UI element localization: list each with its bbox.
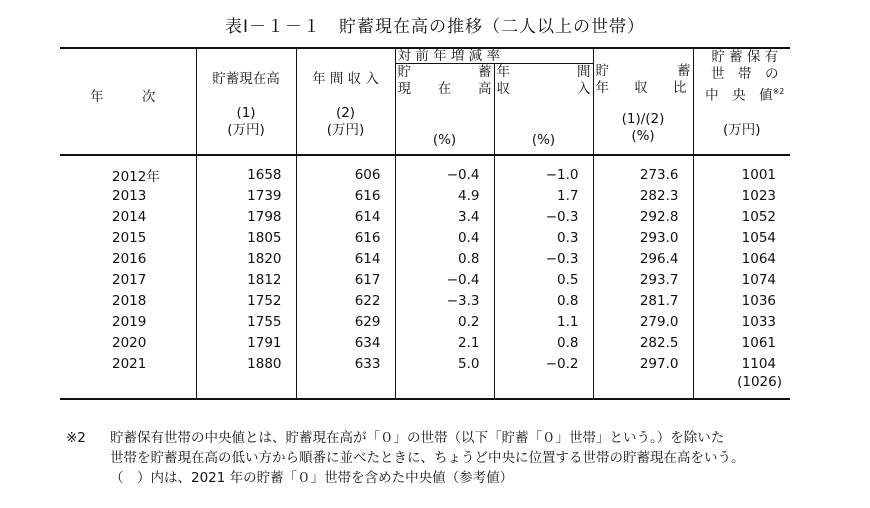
table-cell: 634 [296, 332, 395, 353]
savings-table [60, 47, 790, 400]
table-cell: 0.8 [494, 332, 593, 353]
table-cell: 2.1 [395, 332, 494, 353]
header-savings: 貯蓄現在高 (1) (万円) [196, 48, 296, 155]
table-cell: 1054 [693, 227, 790, 248]
table-cell: 2014 [112, 208, 147, 225]
table-cell [60, 374, 196, 399]
table-cell: 282.3 [593, 185, 693, 206]
table-cell: 0.8 [395, 248, 494, 269]
header-yoy-savings: 貯 蓄 現 在 高 (%) [395, 64, 494, 156]
median-reference-value: (1026) [693, 374, 790, 399]
table-cell: 1658 [196, 155, 296, 185]
header-median: 貯 蓄 保 有 世 帯 の 中 央 値$^{※2}$ (万円) [693, 48, 790, 155]
table-cell: 2020 [112, 334, 147, 351]
table-cell: 614 [296, 206, 395, 227]
table-cell: 1739 [196, 185, 296, 206]
table-cell: 1023 [693, 185, 790, 206]
table-row [60, 269, 790, 290]
table-cell: 1104 [693, 353, 790, 374]
header-year: 年 次 [60, 48, 196, 155]
table-row [60, 311, 790, 332]
table-cell: 616 [296, 185, 395, 206]
table-cell: 1001 [693, 155, 790, 185]
table-cell: 2017 [112, 271, 147, 288]
table-cell: −0.3 [494, 248, 593, 269]
table-cell: 282.5 [593, 332, 693, 353]
table-cell: 292.8 [593, 206, 693, 227]
table-row [60, 227, 790, 248]
table-cell: −3.3 [395, 290, 494, 311]
table-cell: 296.4 [593, 248, 693, 269]
table-cell: 1064 [693, 248, 790, 269]
table-row [60, 353, 790, 374]
header-income: 年 間 収 入 (2) (万円) [296, 48, 395, 155]
footnote: ※2 貯蓄保有世帯の中央値とは、貯蓄現在高が「０」の世帯（以下「貯蓄「０」世帯」という。）を除いた 世帯を貯蓄現在高の低い方から順番に並べたときに、ちょうど中央に位置する世帯の貯蓄現在高をいう。 （ ）内は、2021 年の貯蓄「０」世帯を含めた中央値（参考値） [66, 430, 745, 486]
table-cell: −0.3 [494, 206, 593, 227]
table-cell: 616 [296, 227, 395, 248]
table-cell: 0.2 [395, 311, 494, 332]
table-cell: 2016 [112, 250, 147, 267]
table-cell: 629 [296, 311, 395, 332]
table-cell: 1798 [196, 206, 296, 227]
table-cell: 1812 [196, 269, 296, 290]
table-row [60, 290, 790, 311]
table-row [60, 248, 790, 269]
table-cell [395, 374, 494, 399]
table-cell: −0.2 [494, 353, 593, 374]
table-cell: −0.4 [395, 155, 494, 185]
table-cell: 614 [296, 248, 395, 269]
table-cell: 281.7 [593, 290, 693, 311]
table-cell: 633 [296, 353, 395, 374]
table-cell: 293.7 [593, 269, 693, 290]
table-cell: 1.1 [494, 311, 593, 332]
table-cell: 0.5 [494, 269, 593, 290]
header-yoy: 対 前 年 増 減 率 [395, 48, 593, 64]
table-cell: 606 [296, 155, 395, 185]
table-cell: 2013 [112, 187, 147, 204]
table-cell: 617 [296, 269, 395, 290]
table-cell: 1820 [196, 248, 296, 269]
table-cell: 2018 [112, 292, 147, 309]
table-cell: −0.4 [395, 269, 494, 290]
table-cell: 1074 [693, 269, 790, 290]
table-cell: 2015 [112, 229, 147, 246]
table-cell: 1061 [693, 332, 790, 353]
table-row [60, 332, 790, 353]
table-cell: 273.6 [593, 155, 693, 185]
table-cell: 1033 [693, 311, 790, 332]
table-cell: 1052 [693, 206, 790, 227]
table-cell: 293.0 [593, 227, 693, 248]
table-cell: 1805 [196, 227, 296, 248]
table-cell: 2019 [112, 313, 147, 330]
table-cell: 622 [296, 290, 395, 311]
table-cell: 1752 [196, 290, 296, 311]
table-cell: 0.8 [494, 290, 593, 311]
table-cell [196, 374, 296, 399]
table-row [60, 155, 790, 185]
table-cell [494, 374, 593, 399]
table-row-reference [60, 374, 790, 399]
table-cell: −1.0 [494, 155, 593, 185]
table-cell: 1036 [693, 290, 790, 311]
table-cell: 297.0 [593, 353, 693, 374]
header-yoy-income: 年 間 収 入 (%) [494, 64, 593, 156]
table-title: 表Ⅰ－１－１ 貯蓄現在高の推移（二人以上の世帯） [224, 17, 645, 37]
table-cell: 279.0 [593, 311, 693, 332]
table-cell: 0.3 [494, 227, 593, 248]
table-cell [593, 374, 693, 399]
table-cell: 3.4 [395, 206, 494, 227]
table-cell: 1880 [196, 353, 296, 374]
table-cell: 2021 [112, 355, 147, 372]
table-cell: 1.7 [494, 185, 593, 206]
table-cell: 4.9 [395, 185, 494, 206]
header-ratio: 貯 蓄 年 収 比 (1)/(2) (%) [593, 48, 693, 155]
table-cell: 0.4 [395, 227, 494, 248]
table-row [60, 185, 790, 206]
table-cell: 1755 [196, 311, 296, 332]
table-cell: 2012年 [112, 168, 160, 185]
table-cell [296, 374, 395, 399]
table-cell: 5.0 [395, 353, 494, 374]
table-row [60, 206, 790, 227]
table-cell: 1791 [196, 332, 296, 353]
